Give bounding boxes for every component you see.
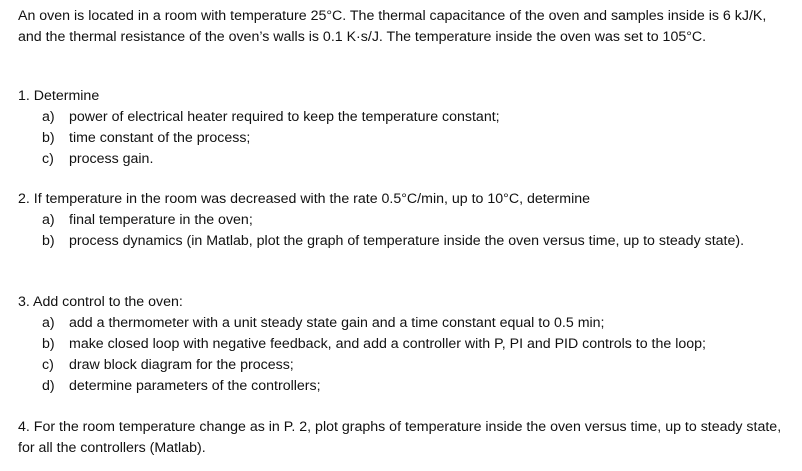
item-letter: c) bbox=[42, 151, 54, 167]
item-letter: b) bbox=[42, 130, 55, 146]
list-item bbox=[18, 149, 788, 170]
list-item bbox=[18, 210, 788, 231]
section-4 bbox=[18, 417, 788, 459]
item-list bbox=[18, 107, 788, 170]
item-text: time constant of the process; bbox=[69, 130, 251, 146]
item-text: make closed loop with negative feedback, and add a controller with P, PI and PID controls to the loop; bbox=[69, 336, 706, 352]
item-text: power of electrical heater required to keep the temperature constant; bbox=[69, 109, 500, 125]
list-item bbox=[18, 376, 788, 397]
section-1 bbox=[18, 86, 788, 170]
item-letter: b) bbox=[42, 233, 55, 249]
item-text: process dynamics (in Matlab, plot the graph of temperature inside the oven versus time, up to steady state). bbox=[69, 233, 745, 249]
item-text: add a thermometer with a unit steady state gain and a time constant equal to 0.5 min; bbox=[69, 315, 605, 331]
section-3 bbox=[18, 292, 788, 397]
list-item bbox=[18, 334, 788, 355]
item-list bbox=[18, 210, 788, 252]
list-item bbox=[18, 355, 788, 376]
section-title: 3. Add control to the oven: bbox=[18, 294, 183, 310]
list-item bbox=[18, 231, 788, 252]
item-text: determine parameters of the controllers; bbox=[69, 378, 321, 394]
item-text: process gain. bbox=[69, 151, 154, 167]
intro-paragraph: An oven is located in a room with temperature 25°C. The thermal capacitance of the oven and samples inside is 6 kJ/K, and the thermal resistance of the oven’s walls is 0.1 K·s/J. The temperature inside the oven was set to 105°C. bbox=[18, 8, 767, 45]
item-text: draw block diagram for the process; bbox=[69, 357, 294, 373]
item-letter: a) bbox=[42, 315, 55, 331]
list-item bbox=[18, 128, 788, 149]
section-2 bbox=[18, 189, 788, 252]
list-item bbox=[18, 313, 788, 334]
item-letter: a) bbox=[42, 109, 55, 125]
item-list bbox=[18, 313, 788, 397]
section-title: 1. Determine bbox=[18, 88, 100, 104]
section-title: 4. For the room temperature change as in P. 2, plot graphs of temperature inside the oven versus time, up to steady state, for all the controllers (Matlab). bbox=[18, 419, 782, 456]
item-letter: d) bbox=[42, 378, 55, 394]
section-title: 2. If temperature in the room was decreased with the rate 0.5°C/min, up to 10°C, determine bbox=[18, 191, 591, 207]
item-letter: b) bbox=[42, 336, 55, 352]
item-letter: c) bbox=[42, 357, 54, 373]
item-letter: a) bbox=[42, 212, 55, 228]
item-text: final temperature in the oven; bbox=[69, 212, 253, 228]
list-item bbox=[18, 107, 788, 128]
